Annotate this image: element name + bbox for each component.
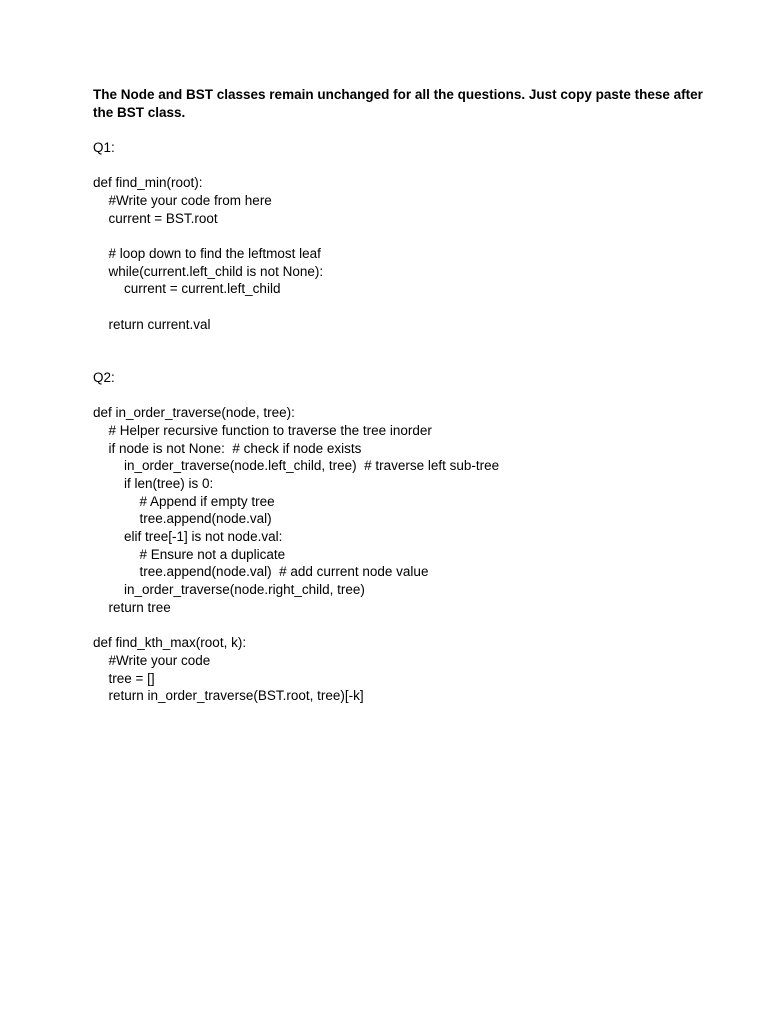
code-line: return tree: [108, 599, 171, 615]
blank-line: [93, 333, 713, 351]
code-line: def find_kth_max(root, k):: [93, 635, 247, 651]
code-line: in_order_traverse(node.right_child, tree): [124, 582, 365, 598]
code-line: #Write your code from here: [108, 192, 272, 208]
code-line: while(current.left_child is not None):: [108, 263, 324, 279]
code-line: if node is not None: # check if node exists: [108, 440, 362, 456]
code-line: current = BST.root: [108, 210, 218, 226]
blank-line: [93, 227, 713, 245]
code-line: # loop down to find the leftmost leaf: [108, 246, 321, 261]
document-page: [93, 86, 713, 705]
code-line: def in_order_traverse(node, tree):: [93, 405, 295, 421]
code-line: if len(tree) is 0:: [124, 475, 214, 491]
code-line: #Write your code: [108, 652, 211, 668]
code-line: # Helper recursive function to traverse the tree inorder: [108, 422, 432, 438]
code-line: tree = []: [108, 670, 155, 686]
code-line: def find_min(root):: [93, 175, 203, 191]
intro-paragraph: The Node and BST classes remain unchanged for all the questions. Just copy paste these after the BST class.: [93, 87, 703, 120]
code-line: Q2:: [93, 369, 115, 385]
code-line: # Ensure not a duplicate: [139, 546, 286, 562]
code-line: return in_order_traverse(BST.root, tree)[-k]: [108, 688, 364, 704]
code-line: elif tree[-1] is not node.val:: [124, 529, 283, 544]
code-line: Q1:: [93, 139, 115, 155]
blank-line: [93, 157, 713, 175]
code-line: tree.append(node.val) # add current node value: [139, 564, 429, 580]
blank-line: [93, 387, 713, 405]
blank-line: [93, 616, 713, 634]
blank-line: [93, 351, 713, 369]
code-line: current = current.left_child: [124, 281, 281, 297]
code-line: in_order_traverse(node.left_child, tree) # traverse left sub-tree: [124, 458, 500, 474]
code-body: [93, 121, 713, 705]
blank-line: [93, 121, 713, 139]
code-line: return current.val: [108, 316, 211, 332]
code-line: tree.append(node.val): [139, 511, 272, 527]
code-line: # Append if empty tree: [139, 493, 275, 509]
blank-line: [93, 298, 713, 316]
